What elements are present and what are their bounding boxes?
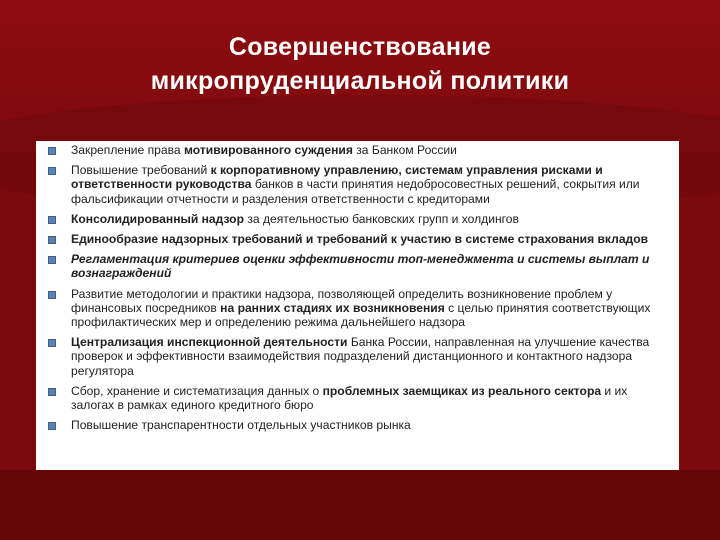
bullet-text-part: Консолидированный надзор — [71, 211, 244, 226]
bullet-text-part: с целью принятия соответствующих профилактических мер и определению режима дальнейшего надзора — [71, 300, 651, 330]
bullet-text — [71, 143, 457, 157]
bullet-text-part: Повышение требований — [71, 163, 211, 178]
square-bullet-icon — [48, 236, 56, 244]
bullet-text — [71, 252, 649, 280]
bullet-item — [44, 335, 671, 378]
bullet-text-part: за деятельностью банковских групп и холдингов — [243, 211, 519, 226]
slide-title-line-1: Совершенствование — [228, 33, 492, 61]
bullet-item — [44, 143, 671, 157]
bullet-text-part: за Банком России — [352, 143, 457, 157]
bullet-item — [44, 163, 671, 206]
bullet-text-part: проблемных заемщиках из реального сектора — [322, 383, 602, 398]
square-bullet-icon — [48, 388, 56, 396]
bullet-text — [71, 335, 649, 377]
bullet-item — [44, 212, 671, 226]
bullet-list — [44, 143, 671, 432]
bullet-text-part: Развитие методологии и практики надзора, позволяющей определить возникновение проблем у финансовых посредников — [71, 286, 613, 315]
bullet-item — [44, 418, 671, 432]
slide-title-line-2: микропруденциальной политики — [150, 67, 570, 95]
square-bullet-icon — [48, 422, 56, 430]
bullet-text-part: Единообразие надзорных требований и требований к участию в системе страхования вкладов — [71, 232, 649, 247]
bullet-text — [71, 163, 640, 205]
content-panel — [36, 141, 679, 470]
square-bullet-icon — [48, 147, 56, 155]
bullet-text-part: Банка России, направленная на улучшение качества проверок и эффективности взаимодействия подразделений дистанционного и контактного надзора регулятора — [71, 335, 650, 378]
square-bullet-icon — [48, 216, 56, 224]
bullet-item — [44, 384, 671, 412]
bullet-text — [71, 212, 519, 226]
bullet-text-part: мотивированного суждения — [184, 143, 353, 157]
square-bullet-icon — [48, 339, 56, 347]
bullet-text-part: Сбор, хранение и систематизация данных о — [71, 383, 323, 398]
bullet-text-part: к корпоративному управлению, системам управления рисками и ответственности руководства — [71, 163, 603, 192]
square-bullet-icon — [48, 291, 56, 299]
bullet-text-part: на ранних стадиях их возникновения — [220, 300, 445, 315]
bullet-text — [71, 287, 650, 329]
slide-title — [0, 30, 720, 98]
bullet-text-part: Регламентация критериев оценки эффективности топ-менеджмента и системы выплат и вознаграждений — [71, 252, 650, 281]
bullet-item — [44, 252, 671, 280]
bullet-item — [44, 232, 671, 246]
bullet-text — [71, 418, 411, 432]
square-bullet-icon — [48, 167, 56, 175]
bullet-text — [71, 384, 627, 412]
bullet-text-part: банков в части принятия недобросовестных решений, сокрытия или фальсификации отчетности и разделения ответственности с кредиторами — [71, 177, 640, 206]
background-bottom — [0, 470, 720, 540]
bullet-text — [71, 232, 648, 246]
bullet-item — [44, 287, 671, 330]
square-bullet-icon — [48, 256, 56, 264]
bullet-text-part: Централизация инспекционной деятельности — [71, 335, 348, 350]
bullet-text-part: Закрепление права — [71, 143, 185, 157]
bullet-text-part: Повышение транспарентности отдельных участников рынка — [71, 418, 411, 433]
bullet-text-part: и их залогах в рамках единого кредитного бюро — [71, 383, 628, 413]
